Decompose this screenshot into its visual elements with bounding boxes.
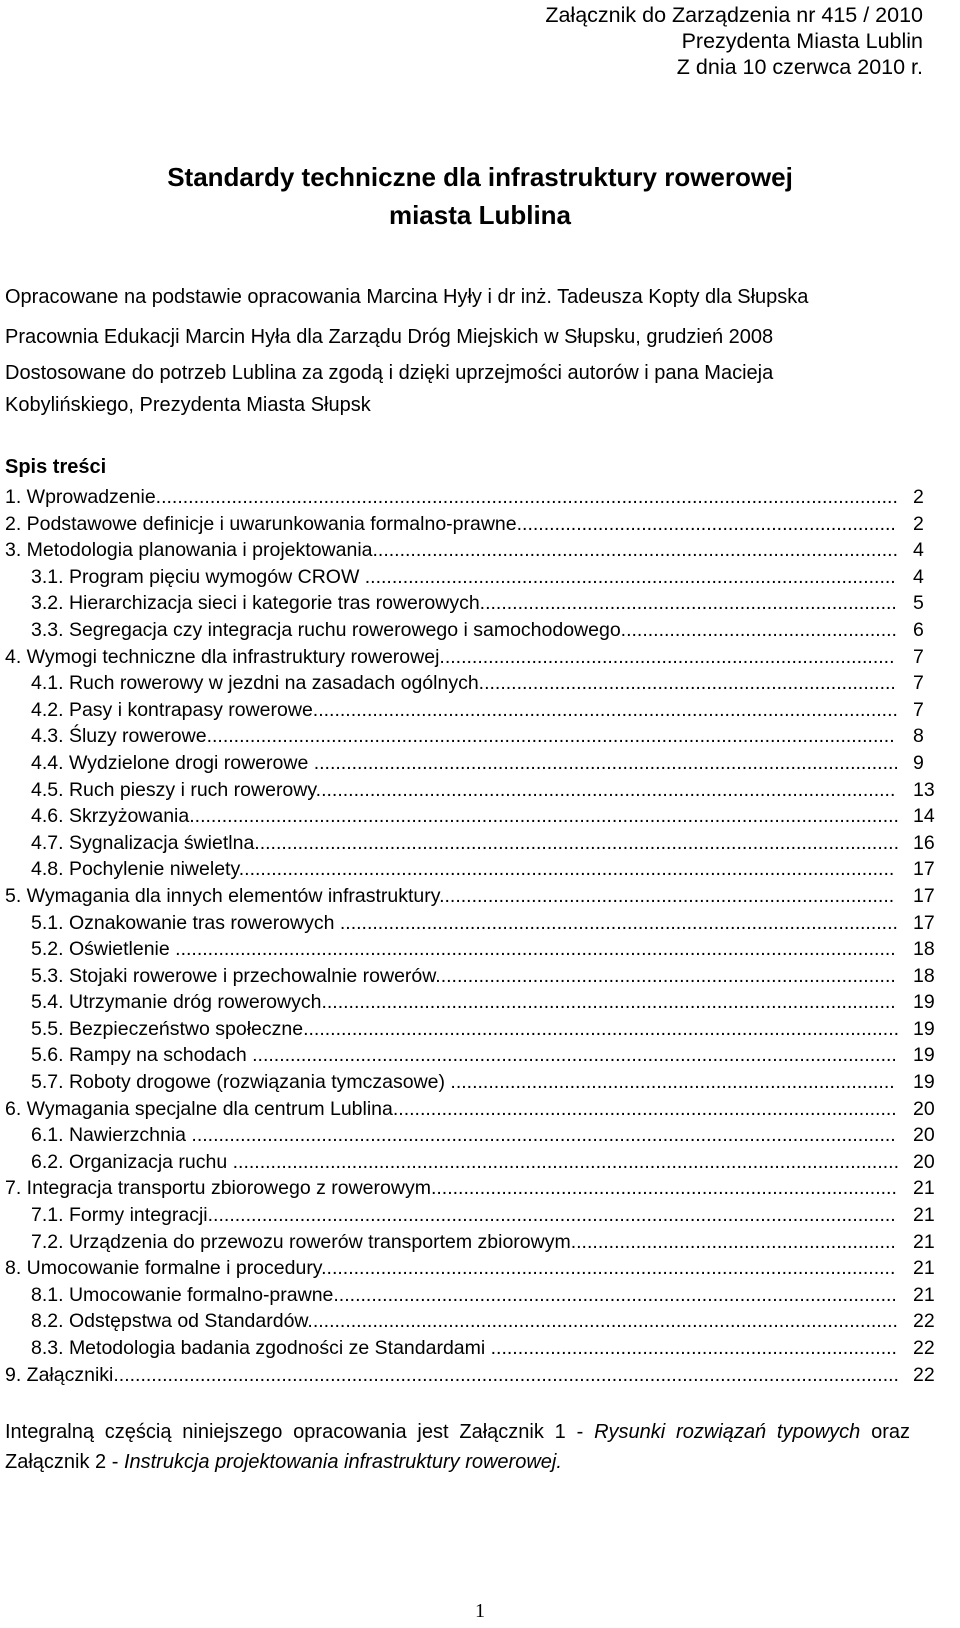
toc-entry-page: 4	[913, 539, 924, 562]
toc-entry[interactable]	[5, 1096, 935, 1123]
intro-paragraph-3a: Dostosowane do potrzeb Lublina za zgodą i dzięki uprzejmości autorów i pana Macieja	[5, 362, 774, 384]
toc-entry-label: 6. Wymagania specjalne dla centrum Lublina.............................................................................................	[5, 1097, 897, 1120]
toc-entry-label: 4.5. Ruch pieszy i ruch rowerowy...........................................................................................................	[31, 778, 896, 801]
toc-entry-label: 4.1. Ruch rowerowy w jezdni na zasadach ogólnych.............................................................................	[31, 672, 896, 695]
header-line-1: Załącznik do Zarządzenia nr 415 / 2010	[545, 3, 923, 27]
toc-entry-page: 22	[913, 1310, 935, 1333]
toc-entry-page: 19	[913, 1044, 935, 1067]
toc-entry-label: 4.4. Wydzielone drogi rowerowe ............................................................................................................	[31, 751, 899, 774]
page-number: 1	[475, 1600, 485, 1622]
toc-entry-label: 2. Podstawowe definicje i uwarunkowania formalno-prawne......................................................................	[5, 512, 896, 535]
toc-entry[interactable]	[5, 537, 925, 564]
toc-entry[interactable]	[5, 1202, 935, 1229]
toc-entry-page: 9	[913, 751, 924, 774]
toc-entry-label: 3.1. Program pięciu wymogów CROW ..................................................................................................	[31, 565, 896, 588]
toc-entry-page: 19	[913, 1017, 935, 1040]
toc-entry[interactable]	[5, 1042, 935, 1069]
toc-entry-page: 22	[913, 1363, 935, 1386]
toc-heading: Spis treści	[5, 456, 107, 478]
toc-entry-label: 7.1. Formy integracji...............................................................................................................................	[31, 1204, 896, 1227]
toc-entry-page: 2	[913, 512, 924, 535]
toc-entry-page: 4	[913, 565, 924, 588]
toc-entry-label: 4.7. Sygnalizacja świetlna.......................................................................................................................	[31, 831, 899, 854]
toc-entry-label: 8.1. Umocowanie formalno-prawne........................................................................................................	[31, 1283, 897, 1306]
toc-entry-page: 21	[913, 1177, 935, 1200]
toc-entry-label: 8.2. Odstępstwa od Standardów.............................................................................................................	[31, 1310, 898, 1333]
toc-entry-page: 19	[913, 991, 935, 1014]
toc-entry-page: 21	[913, 1283, 935, 1306]
toc-entry-page: 20	[913, 1124, 935, 1147]
toc-entry[interactable]	[5, 670, 925, 697]
title-line-2: miasta Lublina	[388, 200, 572, 230]
toc-entry[interactable]	[5, 590, 925, 617]
toc-entry[interactable]	[5, 1122, 935, 1149]
toc-entry-label: 5. Wymagania dla innych elementów infrastruktury....................................................................................	[5, 884, 895, 907]
closing-text-2: oraz Załącznik 2 -	[5, 1421, 910, 1473]
toc-entry-page: 17	[913, 858, 935, 881]
toc-entry[interactable]	[5, 697, 925, 724]
intro-paragraph-2: Pracownia Edukacji Marcin Hyła dla Zarządu Dróg Miejskich w Słupsku, grudzień 2008	[5, 326, 774, 348]
toc-entry[interactable]	[5, 1229, 935, 1256]
toc-entry-page: 16	[913, 831, 935, 854]
toc-entry-label: 3. Metodologia planowania i projektowania.................................................................................................	[5, 539, 899, 562]
intro-paragraph-1: Opracowane na podstawie opracowania Marcina Hyły i dr inż. Tadeusza Kopty dla Słupska	[5, 286, 809, 308]
toc-entry-page: 17	[913, 911, 935, 934]
toc-entry-label: 4.2. Pasy i kontrapasy rowerowe............................................................................................................	[31, 698, 898, 721]
toc-entry[interactable]	[5, 777, 935, 804]
toc-entry-label: 1. Wprowadzenie.........................................................................................................................................	[5, 486, 898, 508]
toc-entry[interactable]	[5, 830, 935, 857]
document-header	[545, 2, 923, 80]
closing-italic-2: Instrukcja projektowania infrastruktury rowerowej.	[123, 1451, 562, 1473]
toc-entry-page: 21	[913, 1257, 935, 1280]
table-of-contents	[5, 484, 935, 1388]
toc-entry[interactable]	[5, 1069, 935, 1096]
toc-entry-page: 19	[913, 1071, 935, 1094]
toc-entry-label: 4. Wymogi techniczne dla infrastruktury rowerowej....................................................................................	[5, 645, 895, 668]
toc-entry-page: 5	[913, 592, 924, 615]
toc-entry-label: 5.7. Roboty drogowe (rozwiązania tymczasowe) ..................................................................................	[31, 1071, 895, 1094]
toc-entry-page: 7	[913, 645, 924, 668]
toc-entry-label: 4.3. Śluzy rowerowe...............................................................................................................................	[31, 725, 895, 748]
toc-entry-label: 3.3. Segregacja czy integracja ruchu rowerowego i samochodowego...................................................	[31, 618, 897, 641]
toc-entry-label: 9. Załączniki.................................................................................................................................................	[5, 1363, 899, 1386]
toc-entry[interactable]	[5, 883, 935, 910]
toc-entry[interactable]	[5, 989, 935, 1016]
toc-entry[interactable]	[5, 564, 925, 591]
title-line-1: Standardy techniczne dla infrastruktury rowerowej	[167, 162, 793, 192]
toc-entry-page: 22	[913, 1337, 935, 1359]
toc-entry[interactable]	[5, 910, 935, 937]
toc-entry-page: 17	[913, 884, 935, 907]
toc-entry[interactable]	[5, 511, 925, 538]
toc-entry-page: 2	[913, 486, 924, 508]
toc-entry-page: 14	[913, 805, 935, 828]
toc-entry[interactable]	[5, 803, 935, 830]
toc-entry-page: 21	[913, 1230, 935, 1253]
toc-entry-label: 6.1. Nawierzchnia ..................................................................................................................................	[31, 1124, 896, 1147]
toc-entry[interactable]	[5, 1308, 935, 1335]
toc-entry-page: 13	[913, 778, 935, 801]
toc-entry-page: 18	[913, 964, 935, 987]
toc-entry-label: 5.2. Oświetlenie .....................................................................................................................................	[31, 938, 896, 961]
toc-entry[interactable]	[5, 723, 925, 750]
toc-entry-page: 8	[913, 725, 924, 748]
toc-entry[interactable]	[5, 644, 925, 671]
toc-entry-label: 5.1. Oznakowanie tras rowerowych .......................................................................................................	[31, 911, 898, 934]
toc-entry[interactable]	[5, 963, 935, 990]
toc-entry-label: 8.3. Metodologia badania zgodności ze Standardami ...........................................................................	[31, 1337, 897, 1359]
toc-entry-page: 21	[913, 1204, 935, 1227]
closing-paragraph	[5, 1417, 910, 1477]
toc-entry[interactable]	[5, 936, 935, 963]
toc-entry[interactable]	[5, 1149, 935, 1176]
toc-entry-label: 6.2. Organizacja ruchu ...........................................................................................................................	[31, 1150, 899, 1173]
toc-entry[interactable]	[5, 856, 935, 883]
toc-entry[interactable]	[5, 1016, 935, 1043]
document-title	[0, 158, 960, 234]
toc-entry-page: 7	[913, 672, 924, 695]
toc-entry[interactable]	[5, 617, 925, 644]
toc-entry-label: 7.2. Urządzenia do przewozu rowerów transportem zbiorowym............................................................	[31, 1230, 896, 1253]
toc-entry[interactable]	[5, 1175, 935, 1202]
toc-entry-page: 20	[913, 1150, 935, 1173]
toc-entry[interactable]	[5, 1335, 935, 1362]
toc-entry-page: 6	[913, 618, 924, 641]
toc-entry[interactable]	[5, 750, 925, 777]
toc-entry-label: 7. Integracja transportu zbiorowego z rowerowym......................................................................................	[5, 1177, 897, 1200]
toc-entry-label: 8. Umocowanie formalne i procedury..........................................................................................................	[5, 1257, 896, 1280]
toc-entry-page: 7	[913, 698, 924, 721]
toc-entry[interactable]	[5, 1255, 935, 1282]
header-line-3: Z dnia 10 czerwca 2010 r.	[676, 55, 923, 79]
intro-paragraph-3b: Kobylińskiego, Prezydenta Miasta Słupsk	[5, 394, 371, 416]
toc-entry[interactable]	[5, 484, 925, 511]
toc-entry-label: 5.6. Rampy na schodach .......................................................................................................................	[31, 1044, 897, 1067]
toc-entry-label: 4.6. Skrzyżowania...................................................................................................................................	[31, 805, 899, 828]
toc-entry-page: 20	[913, 1097, 935, 1120]
header-line-2: Prezydenta Miasta Lublin	[681, 29, 923, 53]
toc-entry-label: 3.2. Hierarchizacja sieci i kategorie tras rowerowych.............................................................................	[31, 592, 897, 615]
toc-entry-label: 4.8. Pochylenie niwelety.........................................................................................................................	[31, 858, 895, 881]
toc-entry-label: 5.5. Bezpieczeństwo społeczne..............................................................................................................	[31, 1017, 900, 1040]
toc-entry-label: 5.3. Stojaki rowerowe i przechowalnie rowerów.....................................................................................	[31, 964, 896, 987]
toc-entry[interactable]	[5, 1362, 935, 1389]
toc-entry-label: 5.4. Utrzymanie dróg rowerowych..........................................................................................................	[31, 991, 896, 1014]
toc-entry[interactable]	[5, 1282, 935, 1309]
toc-entry-page: 18	[913, 938, 935, 961]
closing-text-1: Integralną częścią niniejszego opracowania jest Załącznik 1 -	[5, 1421, 595, 1443]
closing-italic-1: Rysunki rozwiązań typowych	[594, 1421, 861, 1443]
